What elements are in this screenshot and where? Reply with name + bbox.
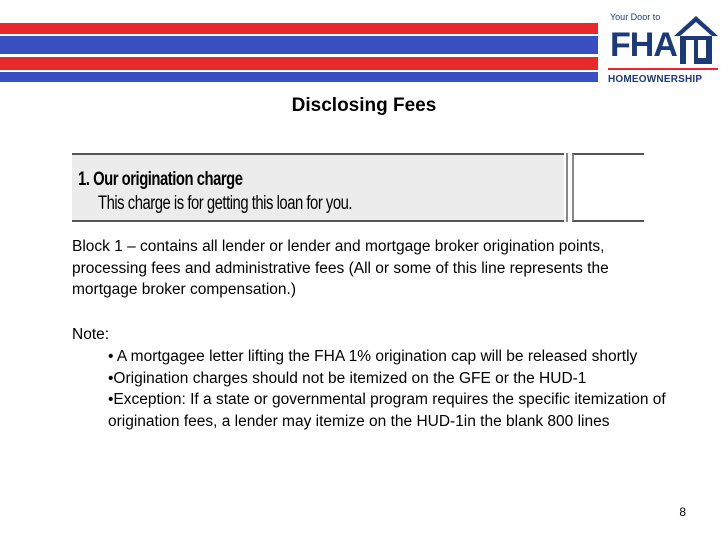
bullet-item: •Exception: If a state or governmental program requires the specific itemization of origination fees, a lender may itemize on the HUD-1in the blank 800 lines (108, 391, 666, 430)
bullet-item: •Origination charges should not be itemized on the GFE or the HUD-1 (108, 369, 587, 387)
red-stripe (0, 23, 598, 34)
logo-subtitle: HOMEOWNERSHIP (608, 74, 703, 85)
blue-stripe (0, 36, 598, 54)
form-amount-box (572, 153, 644, 222)
note-bullets (108, 346, 668, 432)
form-line-description: This charge is for getting this loan for you. (98, 193, 353, 214)
fha-logo (604, 8, 724, 96)
slide-title: Disclosing Fees (291, 95, 437, 116)
form-line-cell (72, 153, 564, 222)
house-icon (672, 14, 720, 68)
blue-stripe (0, 72, 598, 82)
header-stripes (0, 0, 598, 84)
block-description: Block 1 – contains all lender or lender and mortgage broker origination points, processing fees and administrative fees (All or some of this line represents the mortgage broker compensation.) (72, 238, 609, 298)
logo-tagline: Your Door to (610, 12, 661, 22)
note-label: Note: (72, 326, 110, 343)
logo-brand: FHA (610, 26, 677, 64)
logo-divider (608, 68, 718, 70)
form-divider (566, 153, 568, 222)
bullet-item: • A mortgagee letter lifting the FHA 1% origination cap will be released shortly (108, 348, 638, 365)
form-line-title: 1. Our origination charge (78, 169, 243, 190)
red-stripe (0, 57, 598, 70)
page-number: 8 (679, 505, 686, 519)
form-excerpt (72, 153, 644, 222)
